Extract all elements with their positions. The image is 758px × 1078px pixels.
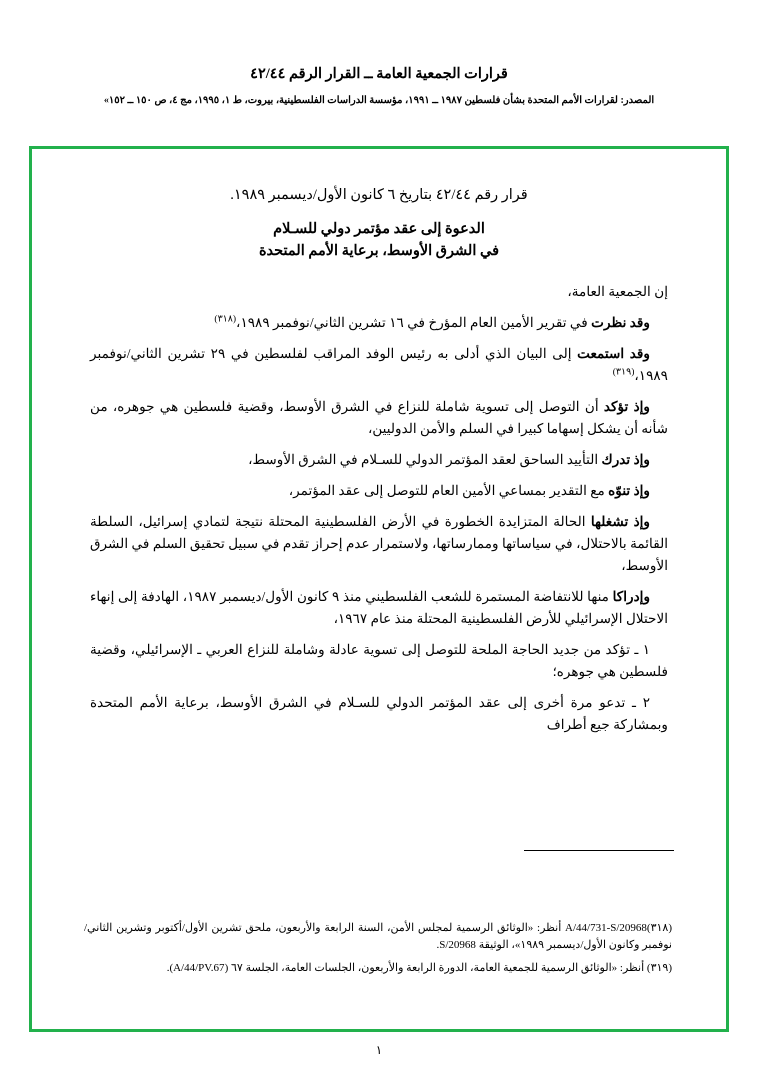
footnote-text: أنظر: «الوثائق الرسمية للجمعية العامة، الدورة الرابعة والأربعون، الجلسات العامة، الجلسة ٦٧ (A/44/PV.67). (166, 961, 647, 974)
preamble-paragraph-3 (84, 396, 674, 440)
resolution-title-line-2: في الشرق الأوسط، برعاية الأمم المتحدة (258, 243, 500, 260)
source-line: المصدر: لقرارات الأمم المتحدة بشأن فلسطين ١٩٨٧ ــ ١٩٩١، مؤسسة الدراسات الفلسطينية، بيروت، ط ١، ١٩٩٥، مج ٤، ص ١٥٠ ــ ١٥٢» (103, 95, 655, 106)
paragraph-lead: وإذ تنوّه (608, 483, 650, 499)
preamble-paragraph-7 (84, 586, 674, 630)
footnote-2 (84, 960, 674, 977)
resolution-title-line-1: الدعوة إلى عقد مؤتمر دولي للسـلام (273, 221, 485, 237)
content-frame-inner (32, 149, 726, 1029)
footnote-marker: (٣١٨) (646, 921, 672, 934)
footnote-marker: (٣١٩) (646, 961, 672, 974)
preamble-paragraph-2 (84, 343, 674, 387)
paragraph-lead: وقد نظرت (591, 314, 650, 330)
paragraph-text: مع التقدير بمساعي الأمين العام للتوصل إلى عقد المؤتمر، (288, 483, 609, 499)
paragraph-text: إلى البيان الذي أدلى به رئيس الوفد المراقب لفلسطين في ٢٩ تشرين الثاني/نوفمبر ١٩٨٩، (90, 345, 668, 383)
paragraph-lead: وقد استمعت (577, 345, 650, 361)
operative-paragraph-2 (84, 692, 674, 736)
footnote-ref: (٣١٩) (612, 367, 635, 378)
footnote-divider (524, 850, 674, 851)
paragraph-text: الحالة المتزايدة الخطورة في الأرض الفلسطينية المحتلة نتيجة لتمادي إسرائيل، السلطة القائمة بالاحتلال، في سياساتها وممارساتها، ولاستمرار عدم إحراز تقدم في سبيل تحقيق السلم في الشرق الأوسط، (90, 514, 668, 574)
footnote-text: أنظر: «الوثائق الرسمية لمجلس الأمن، السنة الرابعة والأربعون، ملحق تشرين الأول/أكتوبر وتشرين الثاني/نوفمبر وكانون الأول/ديسمبر ١٩٨٩»، الوثيقة S/20968. (84, 921, 672, 951)
footnote-ref: (٣١٨) (214, 314, 237, 325)
paragraph-text: أن التوصل إلى تسوية شاملة للنزاع في الشرق الأوسط، وقضية فلسطين هي جوهره، من شأنه أن يشكل إسهاما كبيرا في السلم والأمن الدوليين، (90, 399, 668, 437)
paragraph-text: منها للانتفاضة المستمرة للشعب الفلسطيني منذ ٩ كانون الأول/ديسمبر ١٩٨٧، الهادفة إلى إنهاء الاحتلال الإسرائيلي للأرض الفلسطينية المحتلة منذ عام ١٩٦٧، (90, 589, 668, 627)
content-frame (29, 146, 729, 1032)
opening-line: إن الجمعية العامة، (567, 283, 668, 299)
paragraph-text: ١ ـ تؤكد من جديد الحاجة الملحة للتوصل إلى تسوية عادلة وشاملة للنزاع العربي ـ الإسرائيلي، وقضية فلسطين هي جوهره؛ (90, 642, 668, 680)
paragraph-lead: وإدراكا (612, 589, 651, 605)
footnote-inline-document-ref: A/44/731-S/20968 (565, 921, 647, 934)
preamble-paragraph-5 (84, 480, 674, 502)
preamble-paragraph-1 (84, 312, 674, 334)
footnote-1 (84, 920, 674, 954)
preamble-paragraph-4 (84, 449, 674, 471)
paragraph-text: في تقرير الأمين العام المؤرخ في ١٦ تشرين الثاني/نوفمبر ١٩٨٩، (236, 314, 592, 330)
paragraph-text: ٢ ـ تدعو مرة أخرى إلى عقد المؤتمر الدولي للسـلام في الشرق الأوسط، برعاية الأمم المتحدة وبمشاركة جيع أطراف (90, 695, 668, 733)
paragraph-lead: وإذ تشغلها (590, 514, 651, 530)
resolution-body (84, 281, 674, 736)
preamble-paragraph-6 (84, 511, 674, 577)
page-number: ١ (375, 1043, 383, 1057)
resolution-heading: قرار رقم ٤٢/٤٤ بتاريخ ٦ كانون الأول/ديسمبر ١٩٨٩. (230, 187, 528, 203)
footnotes-section (84, 920, 674, 983)
paragraph-lead: وإذ تؤكد (603, 399, 650, 414)
paragraph-lead: وإذ تدرك (601, 452, 650, 468)
page-title: قرارات الجمعية العامة ــ القرار الرقم ٤٢/٤٤ (250, 66, 508, 82)
paragraph-text: التأييد الساحق لعقد المؤتمر الدولي للسـلام في الشرق الأوسط، (248, 452, 602, 468)
operative-paragraph-1 (84, 639, 674, 683)
resolution-title (84, 218, 674, 263)
document-header (0, 0, 758, 106)
